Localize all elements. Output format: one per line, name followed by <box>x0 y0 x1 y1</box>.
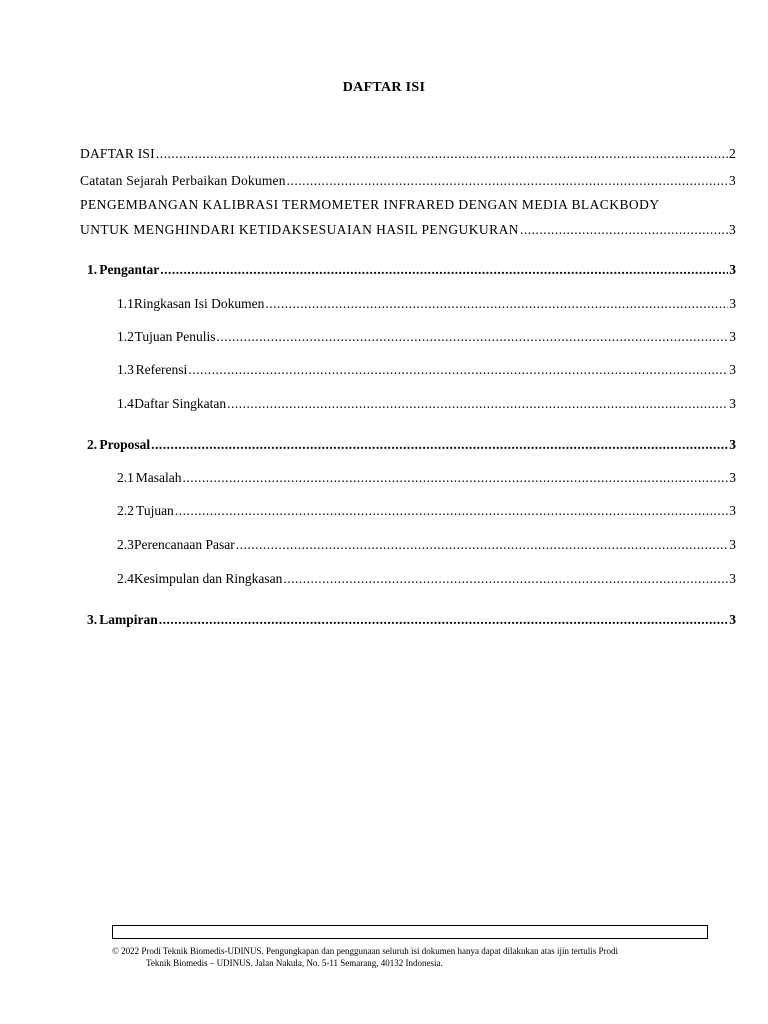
dot-leader <box>520 222 728 238</box>
toc-page-number: 3 <box>729 222 736 237</box>
toc-page-number: 3 <box>729 470 736 485</box>
dot-leader <box>156 146 728 162</box>
dot-leader <box>227 396 728 412</box>
toc-entry-daftar-isi[interactable] <box>80 146 736 162</box>
toc-section-number: 2. <box>87 437 98 452</box>
toc-entry-1-2[interactable] <box>80 329 736 345</box>
toc-entry-label: Tujuan <box>136 503 174 518</box>
dot-leader <box>175 503 728 519</box>
toc-entry-number: 1.3 <box>117 362 134 377</box>
toc-section-number: 1. <box>87 262 98 277</box>
toc-entry-catatan[interactable] <box>80 173 736 189</box>
toc-page-number: 3 <box>729 503 736 518</box>
toc-entry-number: 2.1 <box>117 470 134 485</box>
dot-leader <box>236 537 728 553</box>
toc-entry-label: Catatan Sejarah Perbaikan Dokumen <box>80 173 286 188</box>
dot-leader <box>265 296 728 312</box>
footer-line-2: Teknik Biomedis – UDINUS. Jalan Nakula, No. 5-11 Semarang, 40132 Indonesia. <box>146 958 443 968</box>
toc-page-number: 3 <box>729 262 736 277</box>
toc-entry-number: 1.2 <box>117 329 134 344</box>
toc-entry-1-4[interactable] <box>80 396 736 412</box>
dot-leader <box>183 470 729 486</box>
toc-page-number: 3 <box>729 537 736 552</box>
toc-entry-number: 1.1 <box>117 296 134 311</box>
toc-entry-number: 2.4 <box>117 571 134 586</box>
toc-entry-number: 2.2 <box>117 503 134 518</box>
toc-entry-number: 1.4 <box>117 396 134 411</box>
toc-page-number: 3 <box>729 329 736 344</box>
toc-entry-label: Daftar Singkatan <box>134 396 227 411</box>
toc-page-number: 3 <box>729 396 736 411</box>
toc-page-number: 2 <box>729 146 736 161</box>
dot-leader <box>188 362 728 378</box>
toc-entry-label: Referensi <box>135 362 188 377</box>
toc-entry-label: UNTUK MENGHINDARI KETIDAKSESUAIAN HASIL PENGUKURAN <box>80 222 519 237</box>
footer-line-1: © 2022 Prodi Teknik Biomedis-UDINUS. Pengungkapan dan penggunaan seluruh isi dokumen hanya dapat dilakukan atas ijin tertulis Prodi <box>112 946 618 956</box>
dot-leader <box>151 437 728 453</box>
toc-section-label: Pengantar <box>99 262 160 277</box>
toc-entry-2-3[interactable] <box>80 537 736 553</box>
toc-section-label: Proposal <box>99 437 151 452</box>
toc-entry-judul-line2[interactable] <box>80 222 736 238</box>
toc-entry-label: DAFTAR ISI <box>80 146 155 161</box>
toc-entry-label: Tujuan Penulis <box>134 329 216 344</box>
toc-section-number: 3. <box>87 612 98 627</box>
toc-entry-number: 2.3 <box>117 537 134 552</box>
toc-entry-1-3[interactable] <box>80 362 736 378</box>
toc-entry-label: Perencanaan Pasar <box>133 537 235 552</box>
toc-page-number: 3 <box>729 437 736 452</box>
toc-section-proposal[interactable] <box>80 437 736 453</box>
dot-leader <box>160 262 728 278</box>
dot-leader <box>159 612 728 628</box>
toc-entry-2-2[interactable] <box>80 503 736 519</box>
toc-section-lampiran[interactable] <box>80 612 736 628</box>
page-title: DAFTAR ISI <box>342 80 426 95</box>
footer-box <box>112 925 708 939</box>
toc-page-number: 3 <box>729 612 736 627</box>
toc-entry-1-1[interactable] <box>80 296 736 312</box>
toc-section-pengantar[interactable] <box>80 262 736 278</box>
toc-section-label: Lampiran <box>99 612 158 627</box>
toc-entry-judul-line1[interactable]: PENGEMBANGAN KALIBRASI TERMOMETER INFRARED DENGAN MEDIA BLACKBODY <box>80 197 660 212</box>
toc-entry-label: Kesimpulan dan Ringkasan <box>133 571 283 586</box>
toc-entry-label: Masalah <box>135 470 182 485</box>
footer-copyright <box>112 945 708 969</box>
toc-page-number: 3 <box>729 362 736 377</box>
dot-leader <box>283 571 728 587</box>
dot-leader <box>287 173 728 189</box>
toc-page-number: 3 <box>729 571 736 586</box>
toc-entry-label: Ringkasan Isi Dokumen <box>133 296 265 311</box>
toc-entry-2-1[interactable] <box>80 470 736 486</box>
dot-leader <box>217 329 729 345</box>
toc-page-number: 3 <box>729 173 736 188</box>
toc-entry-2-4[interactable] <box>80 571 736 587</box>
toc-page-number: 3 <box>729 296 736 311</box>
